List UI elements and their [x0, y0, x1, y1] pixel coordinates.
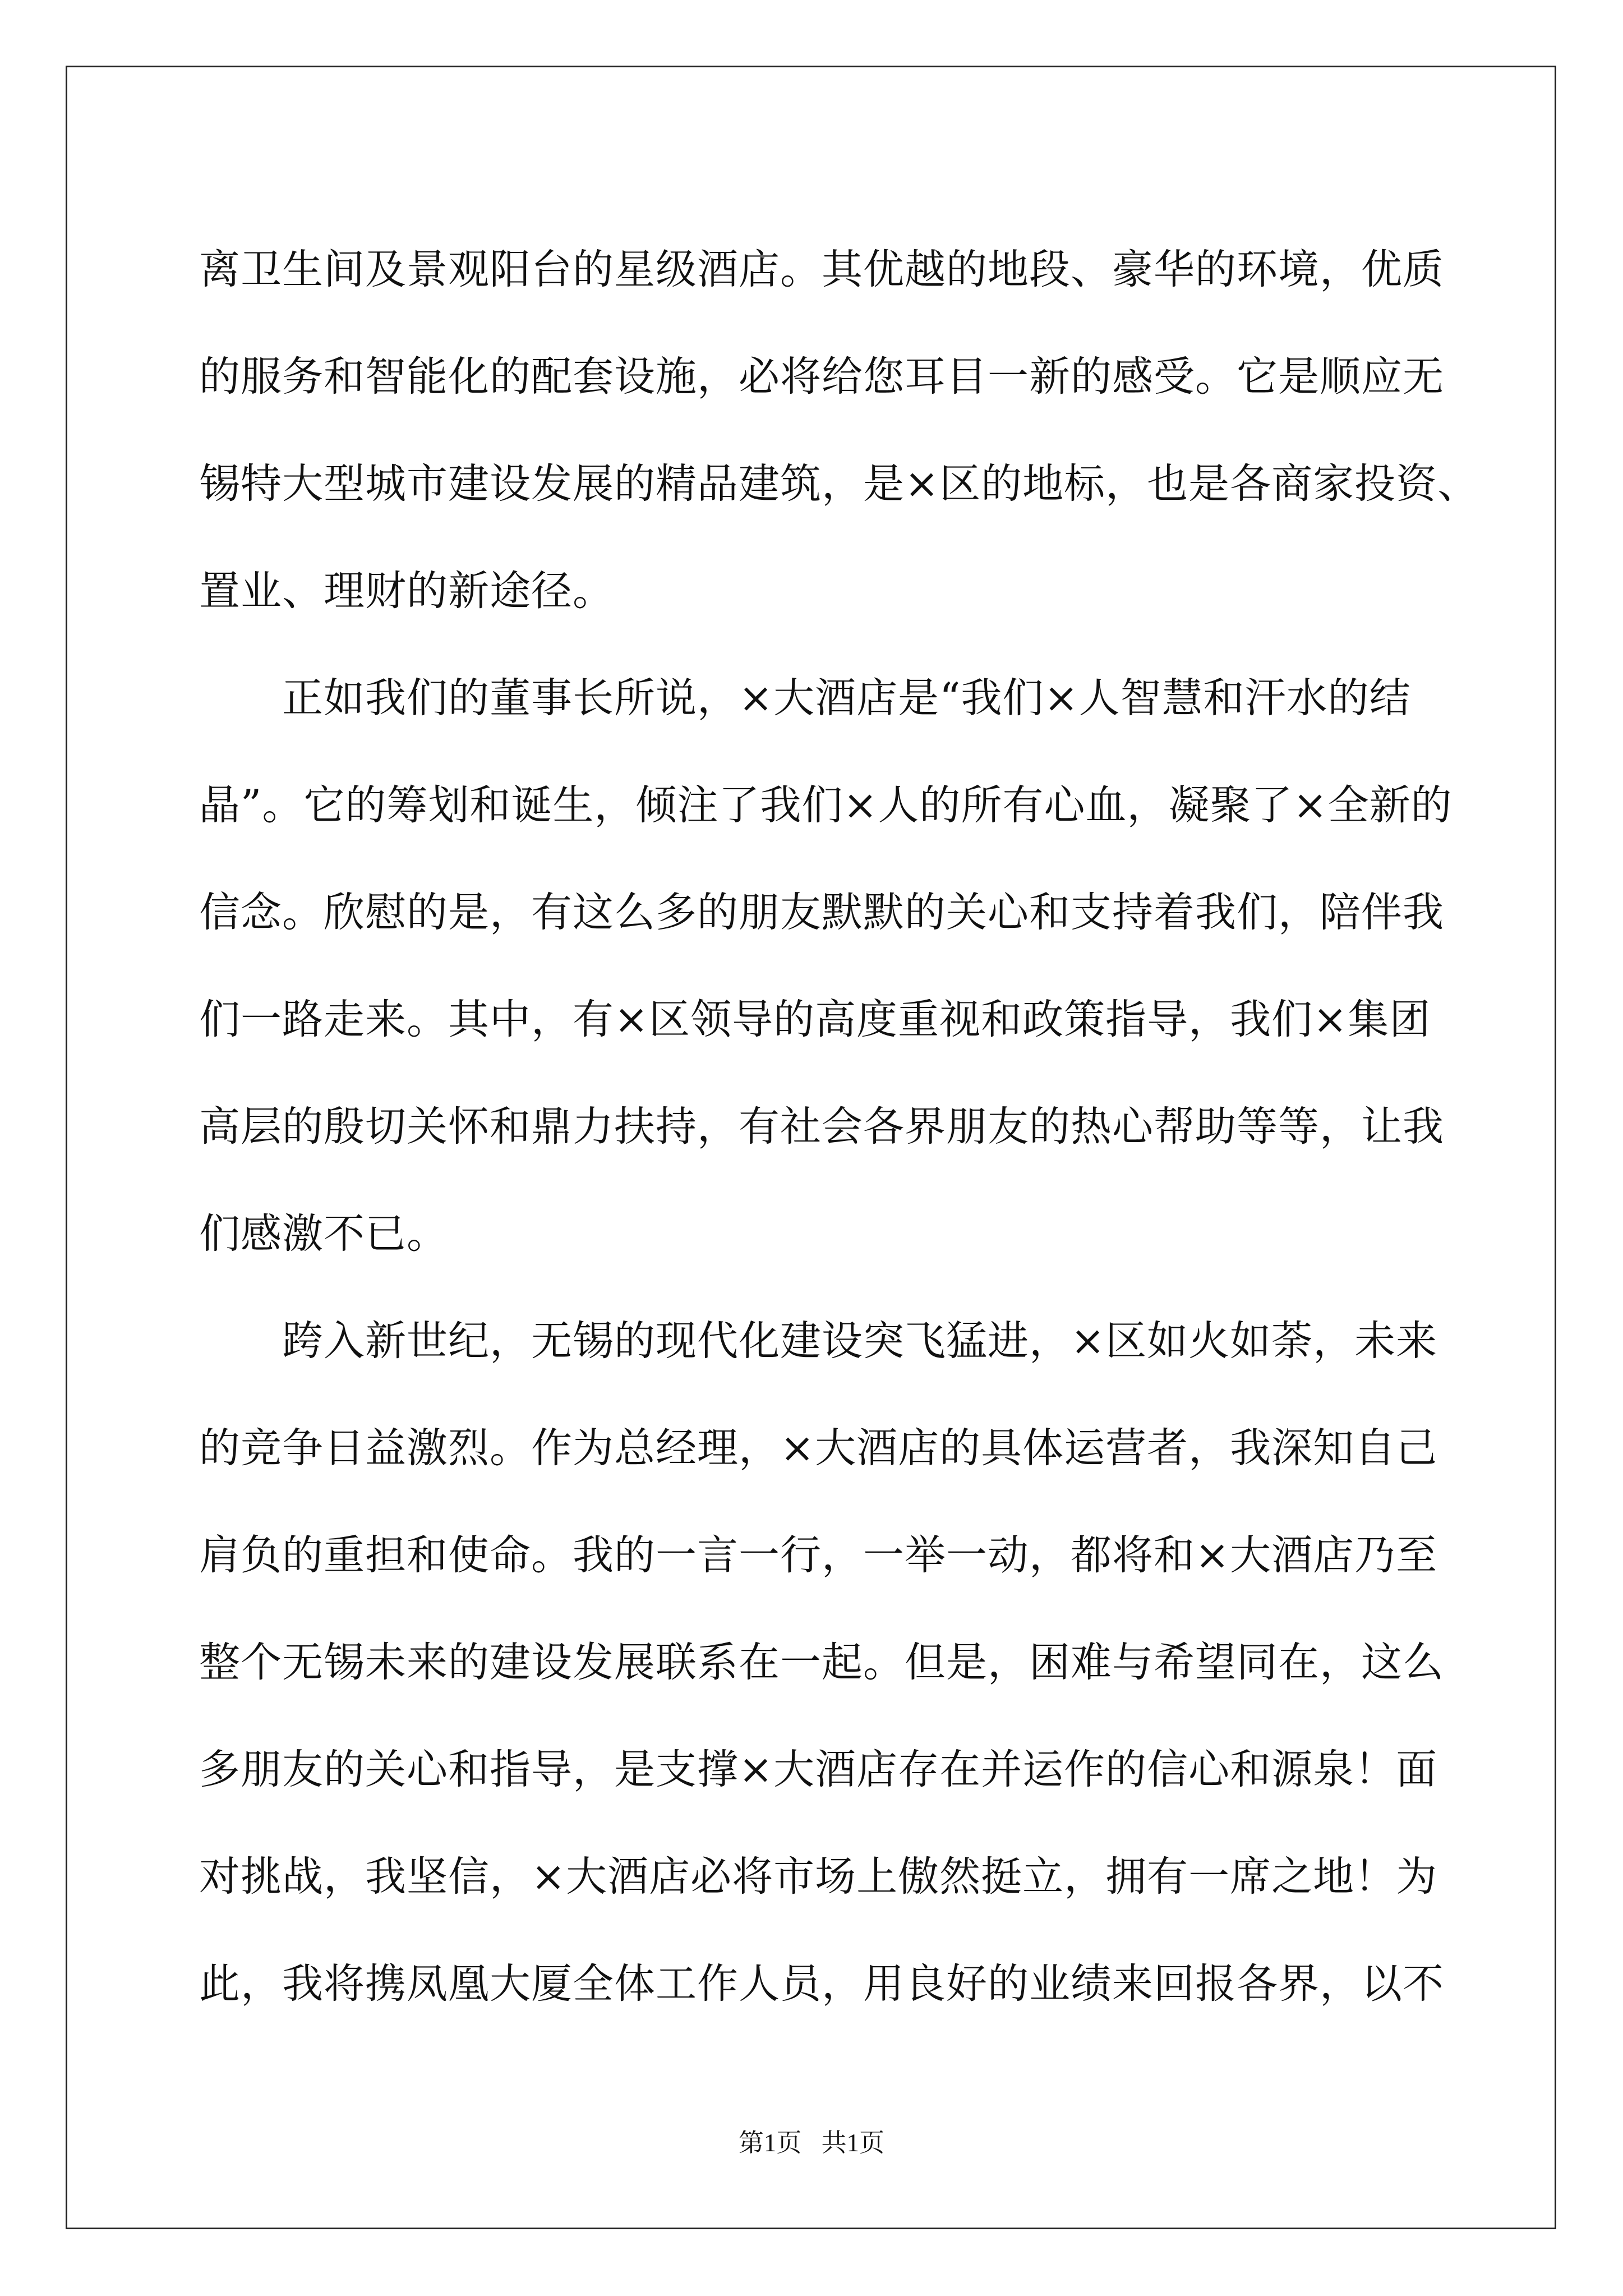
text-line: 高层的殷切关怀和鼎力扶持，有社会各界朋友的热心帮助等等，让我 — [199, 1103, 1444, 1151]
document-body — [199, 216, 1489, 2037]
text-line: 锡特大型城市建设发展的精品建筑，是×区的地标，也是各商家投资、 — [199, 460, 1479, 508]
text-line: 信念。欣慰的是，有这么多的朋友默默的关心和支持着我们，陪伴我 — [199, 889, 1444, 936]
page-number-current: 第1页 — [738, 2129, 802, 2157]
text-line: 跨入新世纪，无锡的现代化建设突飞猛进，×区如火如荼，未来 — [199, 1317, 1438, 1365]
text-line: 此，我将携凤凰大厦全体工作人员，用良好的业绩来回报各界，以不 — [199, 1960, 1444, 2008]
text-line: 的竞争日益激烈。作为总经理，×大酒店的具体运营者，我深知自己 — [199, 1424, 1438, 1472]
text-line: 多朋友的关心和指导，是支撑×大酒店存在并运作的信心和源泉！面 — [199, 1746, 1438, 1793]
text-line: 晶”。它的筹划和诞生，倾注了我们×人的所有心血，凝聚了×全新的 — [199, 781, 1453, 829]
text-line: 对挑战，我坚信，×大酒店必将市场上傲然挺立，拥有一席之地！为 — [199, 1853, 1438, 1901]
text-line: 们感激不已。 — [199, 1210, 448, 1258]
text-line: 的服务和智能化的配套设施，必将给您耳目一新的感受。它是顺应无 — [199, 353, 1444, 401]
text-line: 正如我们的董事长所说，×大酒店是“我们×人智慧和汗水的结 — [199, 674, 1411, 722]
text-line: 肩负的重担和使命。我的一言一行，一举一动，都将和×大酒店乃至 — [199, 1531, 1438, 1579]
text-line: 整个无锡未来的建设发展联系在一起。但是，困难与希望同在，这么 — [199, 1639, 1444, 1686]
page-number-total: 共1页 — [821, 2129, 885, 2157]
text-line: 置业、理财的新途径。 — [199, 567, 614, 615]
text-line: 们一路走来。其中，有×区领导的高度重视和政策指导，我们×集团 — [199, 996, 1431, 1043]
text-line: 离卫生间及景观阳台的星级酒店。其优越的地段、豪华的环境，优质 — [199, 246, 1444, 293]
page-footer — [0, 2126, 1623, 2160]
